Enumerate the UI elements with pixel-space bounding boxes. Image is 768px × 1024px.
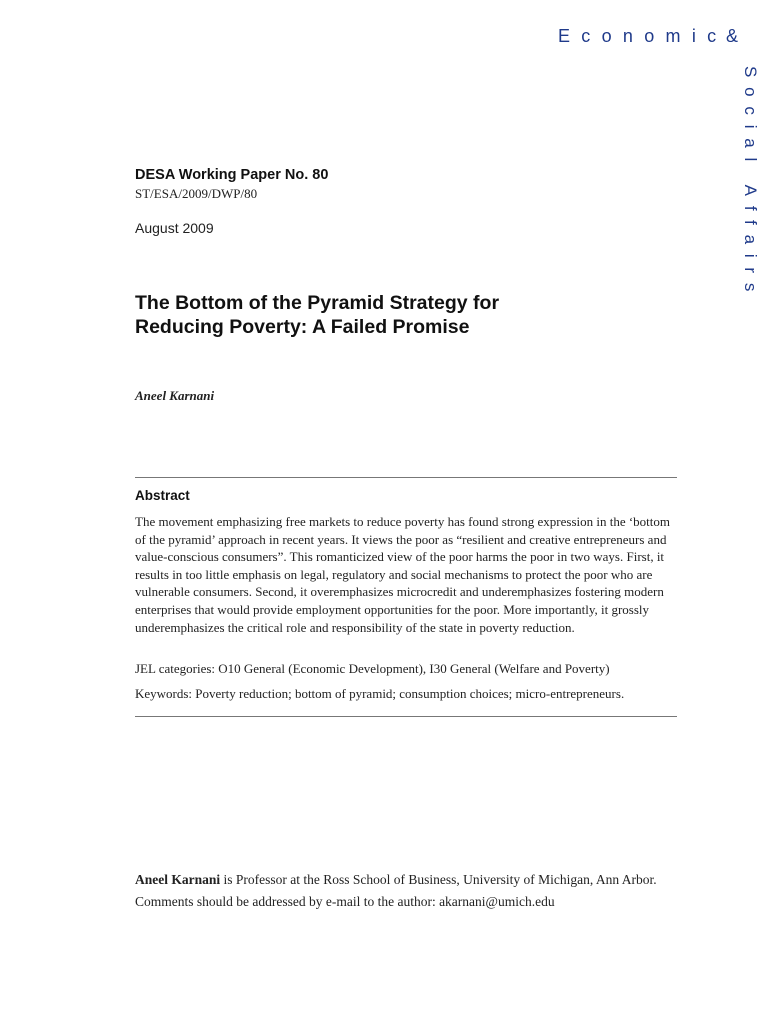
abstract-body: The movement emphasizing free markets to reduce poverty has found strong expression in the ‘bottom of the pyramid’ approach in recent years. It views the poor as “resilient and creative entrepreneurs and value-conscious consumers”. This romanticized view of the poor harms the poor in two ways. First, it results in too little emphasis on legal, regulatory and social mechanisms to protect the poor who are vulnerable consumers. Second, it overemphasizes microcredit and underemphasizes fostering modern enterprises that would provide employment opportunities for the poor. More importantly, it grossly underemphasizes the critical role and responsibility of the state in poverty reduction.	[135, 514, 671, 635]
header-economic	[558, 26, 748, 47]
paper-author: Aneel Karnani	[135, 388, 215, 403]
abstract-heading: Abstract	[135, 488, 190, 503]
header-economic-text: Economic	[558, 26, 728, 46]
author-bio-line1	[135, 869, 695, 891]
author-bio	[135, 869, 695, 913]
divider-top	[135, 477, 677, 478]
header-ampersand: &	[726, 26, 739, 46]
paper-title-line2: Reducing Poverty: A Failed Promise	[135, 316, 470, 338]
paper-date: August 2009	[135, 220, 214, 236]
paper-title	[135, 291, 555, 339]
paper-series: DESA Working Paper No. 80	[135, 167, 329, 183]
author-bio-name: Aneel Karnani	[135, 872, 221, 887]
paper-title-line1: The Bottom of the Pyramid Strategy for	[135, 292, 500, 314]
author-bio-affiliation: is Professor at the Ross School of Business, University of Michigan, Ann Arbor.	[220, 872, 657, 887]
divider-bottom	[135, 716, 677, 717]
paper-code: ST/ESA/2009/DWP/80	[135, 186, 258, 201]
jel-categories: JEL categories: O10 General (Economic Development), I30 General (Welfare and Poverty)	[135, 661, 610, 676]
header-social-affairs: Social Affairs	[741, 66, 760, 302]
keywords: Keywords: Poverty reduction; bottom of pyramid; consumption choices; micro-entrepreneurs.	[135, 686, 625, 701]
author-bio-contact: Comments should be addressed by e-mail to the author: akarnani@umich.edu	[135, 894, 555, 909]
